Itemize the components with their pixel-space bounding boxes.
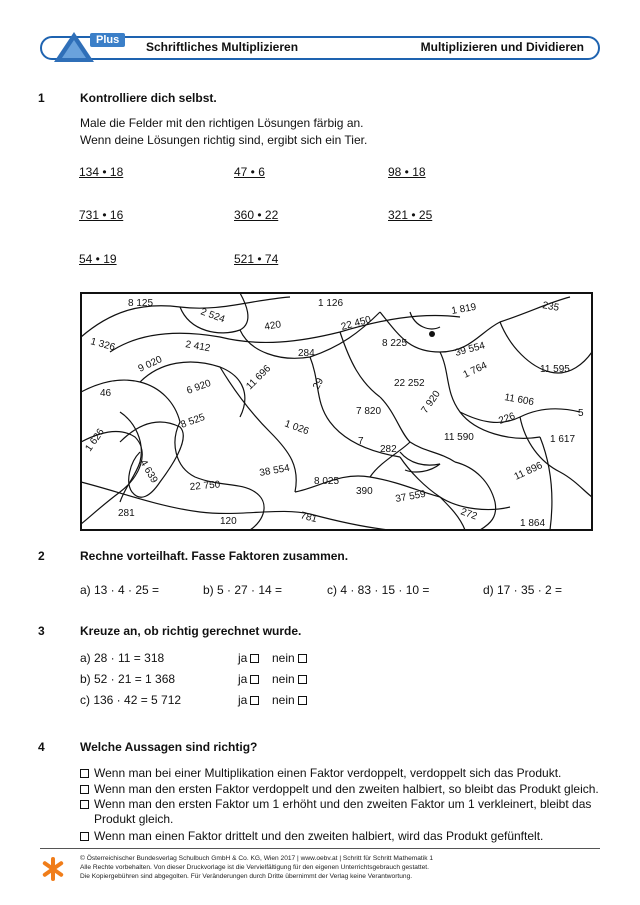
footer-text xyxy=(80,854,580,881)
picture-number: 1 617 xyxy=(550,434,576,445)
picture-number: 8 225 xyxy=(382,338,408,349)
logo-plus-label: Plus xyxy=(90,33,125,47)
task3-calc-a: a) 28 · 11 = 318 xyxy=(80,651,165,665)
statement-checkbox[interactable] xyxy=(80,769,89,778)
coloring-picture xyxy=(80,292,593,531)
animal-eye-icon xyxy=(429,331,435,337)
picture-number: 11 590 xyxy=(444,432,474,443)
picture-number: 4 639 xyxy=(137,458,160,486)
picture-number: 284 xyxy=(298,348,315,359)
picture-number: 1 864 xyxy=(520,518,546,529)
yes-checkbox[interactable] xyxy=(250,696,259,705)
no-checkbox[interactable] xyxy=(298,696,307,705)
picture-number: 46 xyxy=(100,388,112,399)
no-label: nein xyxy=(272,672,295,686)
header-title-right: Multiplizieren und Dividieren xyxy=(420,40,584,54)
picture-number: 38 554 xyxy=(258,462,291,479)
task4-number: 4 xyxy=(38,740,45,754)
exercise: 321 • 25 xyxy=(388,208,433,222)
picture-number: 5 xyxy=(578,408,584,419)
no-label: nein xyxy=(272,693,295,707)
task2-item-c: c) 4 · 83 · 15 · 10 = xyxy=(327,583,430,597)
exercise: 134 • 18 xyxy=(79,165,124,179)
picture-number: 11 606 xyxy=(503,392,535,409)
picture-number: 9 020 xyxy=(136,354,164,375)
task2-number: 2 xyxy=(38,549,45,563)
picture-number: 22 450 xyxy=(339,314,373,333)
picture-number: 8 125 xyxy=(128,298,154,309)
task4-title: Welche Aussagen sind richtig? xyxy=(80,740,258,754)
statement-checkbox[interactable] xyxy=(80,800,89,809)
picture-number: 281 xyxy=(118,508,135,519)
picture-number: 1 764 xyxy=(461,360,489,381)
exercise: 360 • 22 xyxy=(234,208,279,222)
publisher-logo-icon xyxy=(40,856,66,882)
picture-number: 226 xyxy=(497,410,517,427)
no-checkbox[interactable] xyxy=(298,675,307,684)
statement-3[interactable] xyxy=(80,797,610,812)
no-checkbox[interactable] xyxy=(298,654,307,663)
picture-number: 37 559 xyxy=(394,488,427,505)
task2-title: Rechne vorteilhaft. Fasse Faktoren zusammen. xyxy=(80,549,349,563)
picture-number: 2 524 xyxy=(198,306,227,326)
task3-calc-c: c) 136 · 42 = 5 712 xyxy=(80,693,182,707)
picture-number: 2 412 xyxy=(184,339,212,355)
task1-title: Kontrolliere dich selbst. xyxy=(80,91,217,105)
statement-text: Wenn man einen Faktor drittelt und den zweiten halbiert, wird das Produkt gefünftelt. xyxy=(94,829,544,843)
picture-number: 272 xyxy=(458,506,479,523)
task1-number: 1 xyxy=(38,91,45,105)
picture-number: 7 xyxy=(358,436,364,447)
picture-number: 282 xyxy=(380,444,397,455)
picture-number: 1 819 xyxy=(450,301,478,317)
task1-instruction-2: Wenn deine Lösungen richtig sind, ergibt sich ein Tier. xyxy=(80,133,368,147)
picture-number: 235 xyxy=(541,300,560,314)
statement-1[interactable] xyxy=(80,766,610,781)
picture-number: 390 xyxy=(356,486,373,497)
exercise: 731 • 16 xyxy=(79,208,124,222)
exercise: 47 • 6 xyxy=(234,165,265,179)
task2-item-d: d) 17 · 35 · 2 = xyxy=(483,583,563,597)
footer-divider xyxy=(40,848,600,849)
header-title-left: Schriftliches Multiplizieren xyxy=(146,40,299,54)
task3-no-c[interactable] xyxy=(272,693,307,707)
picture-number: 781 xyxy=(299,510,319,526)
statement-checkbox[interactable] xyxy=(80,785,89,794)
picture-number: 11 696 xyxy=(244,363,274,393)
task3-number: 3 xyxy=(38,624,45,638)
yes-checkbox[interactable] xyxy=(250,675,259,684)
task3-no-b[interactable] xyxy=(272,672,307,686)
yes-label: ja xyxy=(238,651,248,665)
yes-label: ja xyxy=(238,672,248,686)
statement-checkbox[interactable] xyxy=(80,832,89,841)
picture-number: 7 920 xyxy=(419,388,443,416)
task3-yes-c[interactable] xyxy=(238,693,259,707)
task3-title: Kreuze an, ob richtig gerechnet wurde. xyxy=(80,624,302,638)
picture-number: 8 525 xyxy=(179,411,207,431)
picture-number: 11 896 xyxy=(512,460,545,483)
statement-4[interactable] xyxy=(80,829,610,844)
statement-text: Wenn man den ersten Faktor um 1 erhöht und den zweiten Faktor um 1 verkleinert, bleibt das xyxy=(94,797,592,811)
exercise: 521 • 74 xyxy=(234,252,279,266)
exercise: 54 • 19 xyxy=(79,252,117,266)
statement-text: Wenn man den ersten Faktor verdoppelt und den zweiten halbiert, so bleibt das Produkt gleich. xyxy=(94,782,599,796)
footer-line-1: © Österreichischer Bundesverlag Schulbuch GmbH & Co. KG, Wien 2017 | www.oebv.at | Schritt für Schritt Mathematik 1 xyxy=(80,855,434,862)
picture-number: 420 xyxy=(263,319,282,333)
picture-number: 8 025 xyxy=(314,476,340,487)
picture-number: 22 252 xyxy=(394,378,425,389)
picture-number: 1 626 xyxy=(83,426,107,454)
no-label: nein xyxy=(272,651,295,665)
picture-number: 1 026 xyxy=(282,418,311,438)
task2-item-a: a) 13 · 4 · 25 = xyxy=(80,583,160,597)
picture-number: 39 554 xyxy=(453,340,487,359)
task1-instruction-1: Male die Felder mit den richtigen Lösungen färbig an. xyxy=(80,116,364,130)
picture-number: 29 xyxy=(311,376,327,392)
picture-number: 22 750 xyxy=(189,479,221,493)
statement-text: Wenn man bei einer Multiplikation einen Faktor verdoppelt, verdoppelt sich das Produkt. xyxy=(94,766,562,780)
picture-number: 1 326 xyxy=(89,336,117,354)
picture-number: 1 126 xyxy=(318,298,344,309)
task3-yes-b[interactable] xyxy=(238,672,259,686)
footer-line-2: Alle Rechte vorbehalten. Von dieser Druckvorlage ist die Vervielfältigung für den eigenen Unterrichtsgebrauch gestattet. xyxy=(80,864,429,871)
task2-item-b: b) 5 · 27 · 14 = xyxy=(203,583,283,597)
picture-number: 6 920 xyxy=(185,377,213,397)
picture-number: 11 595 xyxy=(540,364,570,375)
yes-label: ja xyxy=(238,693,248,707)
task3-yes-a[interactable] xyxy=(238,651,259,665)
task3-calc-b: b) 52 · 21 = 1 368 xyxy=(80,672,176,686)
picture-number: 7 820 xyxy=(356,406,382,417)
statement-2[interactable] xyxy=(80,782,610,797)
yes-checkbox[interactable] xyxy=(250,654,259,663)
exercise: 98 • 18 xyxy=(388,165,426,179)
task3-no-a[interactable] xyxy=(272,651,307,665)
statement-3-continued: Produkt gleich. xyxy=(94,812,174,826)
picture-number: 120 xyxy=(220,516,237,527)
footer-line-3: Die Kopiergebühren sind abgegolten. Für Veränderungen durch Dritte übernimmt der Verlag keine Verantwortung. xyxy=(80,873,413,880)
